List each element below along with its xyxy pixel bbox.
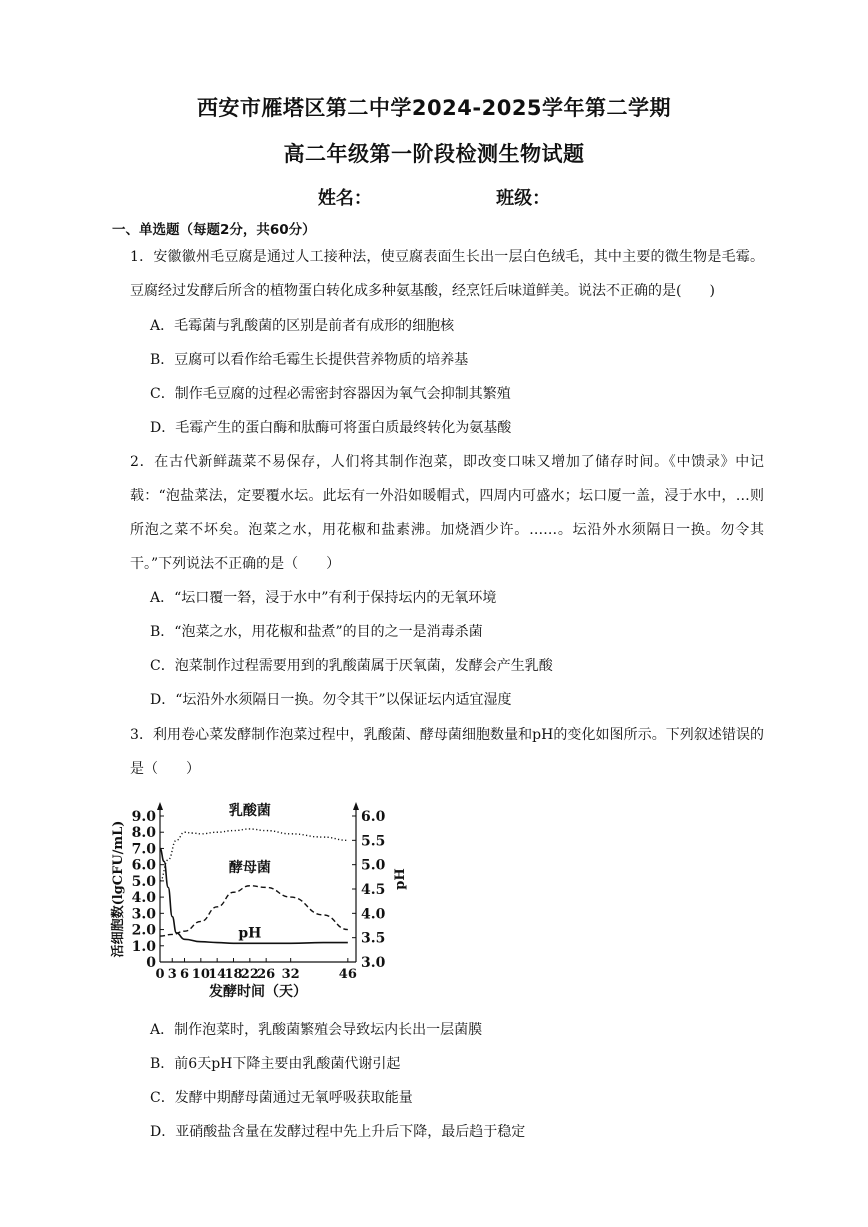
x-tick-label: 22 [240, 967, 259, 982]
question-1-option-b: B．豆腐可以看作给毛霉生长提供营养物质的培养基 [150, 352, 469, 368]
student-info-row [0, 184, 868, 210]
question-1-stem: 1．安徽徽州毛豆腐是通过人工接种法，使豆腐表面生长出一层白色绒毛，其中主要的微生物是毛霉。豆腐经过发酵后所含的植物蛋白转化成多种氨基酸，经烹饪后味道鲜美。说法不正确的是( ) [130, 249, 764, 299]
x-tick-label: 14 [208, 967, 227, 982]
question-2-stem: 2．在古代新鲜蔬菜不易保存，人们将其制作泡菜，即改变口味又增加了储存时间。《中馈录》中记载：“泡盐菜法，定要覆水坛。此坛有一外沿如暖帽式，四周内可盛水；坛口厦一盖，浸于水中，…则所泡之菜不坏矣。泡菜之水，用花椒和盐素沸。加烧酒少许。……。坛沿外水须隔日一换。勿令其干。”下列说法不正确的是（ ） [130, 454, 764, 572]
x-origin-label: 0 [155, 967, 165, 982]
x-tick-label: 26 [257, 967, 276, 982]
left-axis-label: 活细胞数(lgCFU/mL) [111, 820, 126, 958]
right-tick-label: 3.5 [361, 930, 386, 947]
x-tick-label: 46 [338, 967, 357, 982]
right-tick-label: 4.0 [361, 906, 386, 923]
right-tick-label: 5.0 [361, 857, 386, 874]
left-tick-label: 9.0 [131, 809, 156, 825]
exam-title-line1: 西安市雁塔区第二中学2024-2025学年第二学期 [196, 96, 672, 120]
left-tick-label: 3.0 [131, 906, 156, 923]
question-3-option-c: C．发酵中期酵母菌通过无氧呼吸获取能量 [150, 1090, 413, 1106]
question-2-option-b: B．“泡菜之水，用花椒和盐煮”的目的之一是消毒杀菌 [150, 624, 483, 640]
question-1-option-a: A．毛霉菌与乳酸菌的区别是前者有成形的细胞核 [150, 318, 455, 334]
left-tick-label: 1.0 [131, 938, 156, 955]
x-axis-label: 发酵时间（天） [209, 984, 307, 1000]
left-axis-arrow [157, 802, 163, 810]
right-tick-label: 4.5 [361, 882, 386, 898]
x-tick-label: 18 [224, 967, 243, 982]
left-tick-label: 2.0 [131, 922, 156, 939]
question-3-option-d: D．亚硝酸盐含量在发酵过程中先上升后下降，最后趋于稳定 [150, 1124, 526, 1140]
question-3-option-b: B．前6天pH下降主要由乳酸菌代谢引起 [150, 1056, 401, 1072]
right-axis-arrow [353, 802, 359, 810]
series-label-yeast: 酵母菌 [228, 859, 271, 876]
section-heading: 一、单选题（每题2分，共60分） [112, 222, 316, 238]
fermentation-chart [108, 800, 428, 1000]
left-tick-label: 8.0 [131, 825, 156, 842]
class-label: 班级： [496, 188, 551, 209]
left-tick-label: 7.0 [131, 841, 156, 858]
question-2-option-c: C．泡菜制作过程需要用到的乳酸菌属于厌氧菌，发酵会产生乳酸 [150, 658, 553, 674]
question-1-option-c: C．制作毛豆腐的过程必需密封容器因为氧气会抑制其繁殖 [150, 386, 511, 402]
x-tick-label: 3 [167, 967, 177, 982]
series-label-lactobacillus: 乳酸菌 [228, 802, 271, 819]
question-3-option-a: A．制作泡菜时，乳酸菌繁殖会导致坛内长出一层菌膜 [150, 1022, 483, 1038]
x-tick-label: 6 [179, 967, 190, 982]
right-tick-label: 5.5 [361, 833, 386, 850]
series-label-ph: pH [238, 925, 262, 942]
right-tick-label: 3.0 [361, 955, 386, 971]
question-1-option-d: D．毛霉产生的蛋白酶和肽酶可将蛋白质最终转化为氨基酸 [150, 420, 512, 436]
right-axis-label: pH [393, 868, 408, 890]
x-tick-label: 32 [281, 967, 300, 982]
x-tick-label: 10 [191, 967, 210, 982]
right-tick-label: 6.0 [361, 809, 386, 825]
question-2-option-d: D．“坛沿外水须隔日一换。勿令其干”以保证坛内适宜湿度 [150, 692, 512, 708]
left-tick-label: 5.0 [131, 873, 156, 890]
name-label: 姓名： [317, 188, 372, 209]
left-tick-label: 4.0 [131, 890, 156, 907]
left-tick-label: 6.0 [131, 857, 156, 874]
exam-title-line2: 高二年级第一阶段检测生物试题 [283, 142, 585, 166]
left-tick-label: 0 [146, 955, 156, 971]
question-2-option-a: A．“坛口覆一砮，浸于水中”有利于保持坛内的无氧环境 [150, 590, 497, 606]
question-3-stem: 3．利用卷心菜发酵制作泡菜过程中，乳酸菌、酵母菌细胞数量和pH的变化如图所示。下列叙述错误的是（ ） [130, 727, 764, 777]
